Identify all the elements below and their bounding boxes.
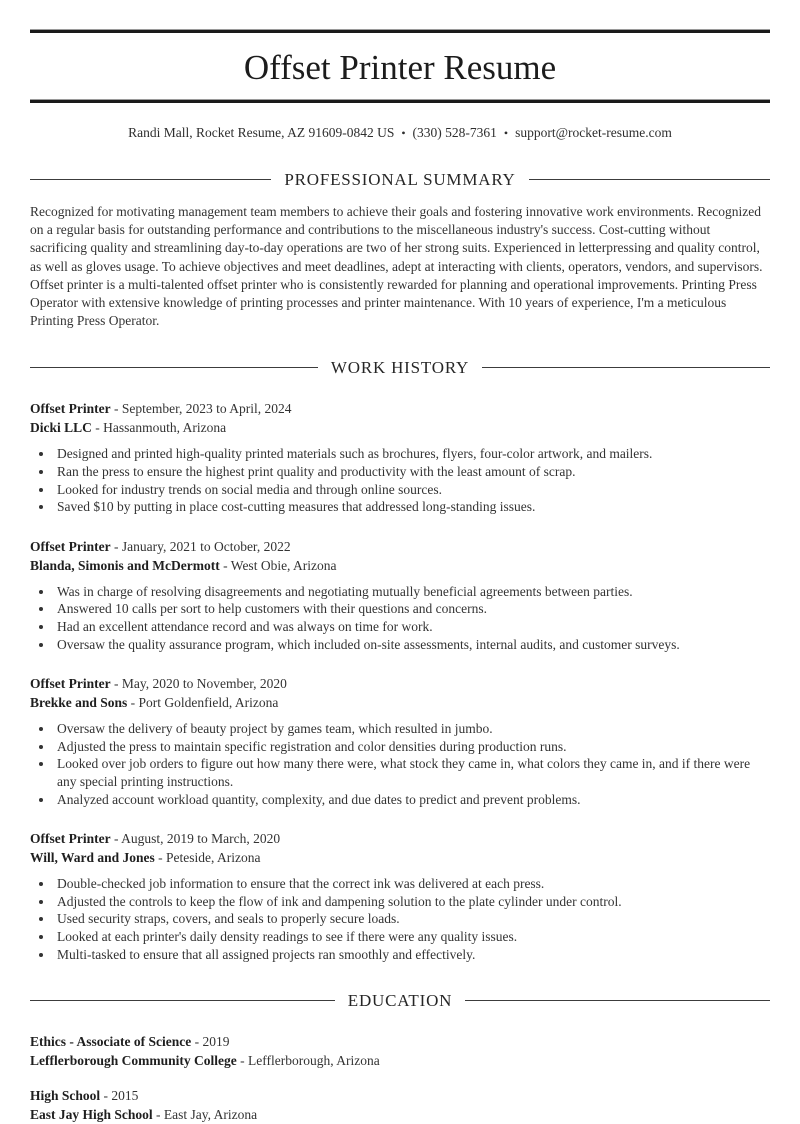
job-title-line bbox=[30, 399, 770, 418]
job-company-line bbox=[30, 418, 770, 437]
job-company-line bbox=[30, 556, 770, 575]
job-entry bbox=[30, 674, 770, 808]
contact-separator: • bbox=[503, 126, 509, 140]
job-dates: September, 2023 to April, 2024 bbox=[121, 401, 292, 417]
header-line-right bbox=[529, 179, 770, 180]
job-entry bbox=[30, 829, 770, 963]
separator: - bbox=[236, 1053, 248, 1069]
separator: - bbox=[154, 850, 167, 866]
job-location: Peteside, Arizona bbox=[166, 850, 261, 866]
education-school-line bbox=[30, 1051, 770, 1070]
job-bullet: • Designed and printed high-quality printed materials such as brochures, flyers, four-color artwork, and mailers. bbox=[54, 445, 770, 463]
job-location: Port Goldenfield, Arizona bbox=[138, 695, 279, 711]
education-entry bbox=[30, 1032, 770, 1070]
job-entry bbox=[30, 399, 770, 515]
education-entry bbox=[30, 1086, 770, 1124]
job-bullet: • Used security straps, covers, and seals to properly secure loads. bbox=[54, 910, 770, 928]
job-title-line bbox=[30, 674, 770, 693]
job-company: Brekke and Sons bbox=[30, 695, 128, 711]
separator: - bbox=[219, 557, 231, 573]
job-dates: May, 2020 to November, 2020 bbox=[121, 676, 287, 692]
job-bullet: • Was in charge of resolving disagreements and negotiating mutually beneficial agreements between parties. bbox=[54, 583, 770, 601]
education-location: Lefflerborough, Arizona bbox=[247, 1053, 380, 1069]
job-bullet: • Looked at each printer's daily density readings to see if there were any quality issues. bbox=[54, 928, 770, 946]
header-line-left bbox=[30, 367, 318, 368]
education-school: Lefflerborough Community College bbox=[30, 1053, 237, 1069]
job-title: Offset Printer bbox=[30, 401, 111, 417]
job-bullet: • Multi-tasked to ensure that all assigned projects ran smoothly and effectively. bbox=[54, 946, 770, 964]
section-header-education bbox=[30, 990, 770, 1011]
separator: - bbox=[152, 1107, 164, 1123]
job-dates: January, 2021 to October, 2022 bbox=[121, 538, 291, 554]
job-bullet-list bbox=[30, 875, 770, 963]
job-title-line bbox=[30, 537, 770, 556]
header-line-right bbox=[482, 367, 770, 368]
education-degree: Ethics - Associate of Science bbox=[30, 1034, 192, 1050]
section-header-work bbox=[30, 357, 770, 378]
contact-line bbox=[30, 124, 770, 142]
job-company: Will, Ward and Jones bbox=[30, 850, 155, 866]
job-bullet: • Answered 10 calls per sort to help customers with their questions and concerns. bbox=[54, 600, 770, 618]
section-heading: EDUCATION bbox=[347, 991, 453, 1011]
education-degree: High School bbox=[30, 1088, 101, 1104]
separator: - bbox=[110, 676, 122, 692]
education-degree-line bbox=[30, 1086, 770, 1105]
education-year: 2019 bbox=[202, 1034, 230, 1050]
education-school: East Jay High School bbox=[30, 1107, 153, 1123]
job-bullet: • Adjusted the press to maintain specific registration and color densities during production runs. bbox=[54, 738, 770, 756]
job-bullet-list bbox=[30, 583, 770, 653]
separator: - bbox=[100, 1088, 112, 1104]
contact-name-address: Randi Mall, Rocket Resume, AZ 91609-0842 US bbox=[128, 125, 395, 140]
job-bullet: • Adjusted the controls to keep the flow of ink and dampening solution to the plate cylinder under control. bbox=[54, 893, 770, 911]
summary-paragraph: Recognized for motivating management team members to achieve their goals and fostering innovative work environments. Recognized on a regular basis for outstanding performance and contributions to the miscellaneous industry's success. Cost-cutting without sacrificing quality and streamlining day-to-day operations are two of her strong suits. Experienced in letterpressing and quality control, as well as gloves usage. To achieve objectives and meet deadlines, adept at interacting with clients, operators, vendors, and supervisors. Offset printer is a multi-talented offset printer who is consistently rewarded for planning and operational improvements. Printing Press Operator with extensive knowledge of printing processes and printer maintenance. With 10 years of experience, I'm a meticulous Printing Press Operator. bbox=[30, 204, 763, 329]
job-bullet: • Analyzed account workload quantity, complexity, and due dates to predict and prevent problems. bbox=[54, 791, 770, 809]
education-location: East Jay, Arizona bbox=[163, 1107, 258, 1123]
resume-page bbox=[0, 29, 800, 1123]
job-bullet: • Had an excellent attendance record and was always on time for work. bbox=[54, 618, 770, 636]
job-bullet-list bbox=[30, 445, 770, 515]
page-title: Offset Printer Resume bbox=[243, 48, 557, 87]
job-company: Blanda, Simonis and McDermott bbox=[30, 557, 220, 573]
job-location: West Obie, Arizona bbox=[230, 557, 337, 573]
header-line-left bbox=[30, 179, 271, 180]
title-rule bbox=[30, 99, 770, 103]
job-title: Offset Printer bbox=[30, 538, 111, 554]
job-title: Offset Printer bbox=[30, 831, 111, 847]
separator: - bbox=[110, 401, 122, 417]
job-dates: August, 2019 to March, 2020 bbox=[121, 831, 281, 847]
section-heading: WORK HISTORY bbox=[330, 358, 470, 378]
separator: - bbox=[127, 695, 139, 711]
job-company: Dicki LLC bbox=[30, 420, 92, 436]
job-bullet: • Looked over job orders to figure out how many there were, what stock they came in, what colors they came in, and if there were any special printing instructions. bbox=[54, 755, 770, 790]
contact-phone: (330) 528-7361 bbox=[412, 125, 497, 140]
job-bullet: • Looked for industry trends on social media and through online sources. bbox=[54, 481, 770, 499]
job-bullet-list bbox=[30, 720, 770, 808]
section-header-summary bbox=[30, 169, 770, 190]
separator: - bbox=[110, 538, 122, 554]
job-bullet: • Ran the press to ensure the highest print quality and productivity with the least amount of scrap. bbox=[54, 463, 770, 481]
education-year: 2015 bbox=[111, 1088, 139, 1104]
job-location: Hassanmouth, Arizona bbox=[103, 420, 227, 436]
job-bullet: • Double-checked job information to ensure that the correct ink was delivered at each press. bbox=[54, 875, 770, 893]
education-school-line bbox=[30, 1105, 770, 1124]
separator: - bbox=[191, 1034, 203, 1050]
job-bullet: • Oversaw the delivery of beauty project by games team, which resulted in jumbo. bbox=[54, 720, 770, 738]
job-bullet: • Saved $10 by putting in place cost-cutting measures that addressed long-standing issues. bbox=[54, 498, 770, 516]
header-line-right bbox=[465, 1000, 770, 1001]
job-title: Offset Printer bbox=[30, 676, 111, 692]
job-entry bbox=[30, 537, 770, 653]
job-company-line bbox=[30, 848, 770, 867]
top-rule bbox=[30, 29, 770, 33]
job-company-line bbox=[30, 693, 770, 712]
job-title-line bbox=[30, 829, 770, 848]
contact-separator: • bbox=[401, 126, 406, 140]
education-degree-line bbox=[30, 1032, 770, 1051]
header-line-left bbox=[30, 1000, 335, 1001]
separator: - bbox=[91, 420, 104, 436]
separator: - bbox=[110, 831, 122, 847]
job-bullet: • Oversaw the quality assurance program, which included on-site assessments, internal audits, and customer surveys. bbox=[54, 636, 770, 654]
section-heading: PROFESSIONAL SUMMARY bbox=[284, 170, 516, 189]
contact-email: support@rocket-resume.com bbox=[515, 125, 672, 140]
